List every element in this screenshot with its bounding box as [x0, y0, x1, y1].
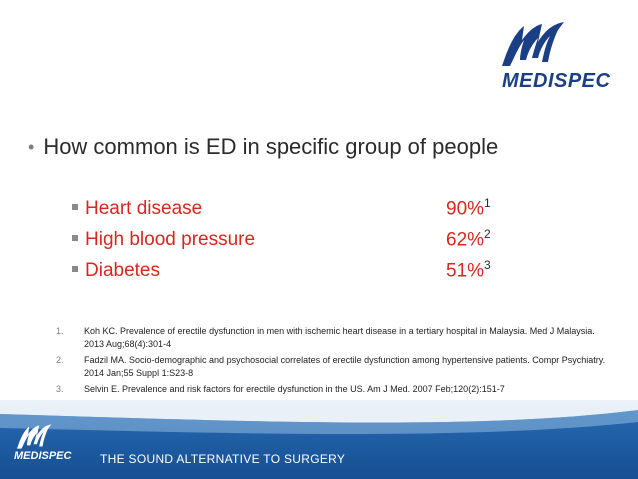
list-item [72, 196, 512, 227]
reference-item [56, 383, 616, 396]
footer-logo [14, 422, 92, 468]
footer-tagline: THE SOUND ALTERNATIVE TO SURGERY [100, 452, 346, 466]
footer-brand-name: MEDISPEC [14, 450, 72, 462]
item-percent: 51% [446, 260, 485, 282]
stats-list [72, 196, 512, 289]
item-percent: 62% [446, 229, 485, 251]
list-item [72, 227, 512, 258]
item-label: Heart disease [85, 198, 203, 220]
heading-row [28, 134, 498, 160]
list-item [72, 258, 512, 289]
references [56, 325, 616, 399]
item-percent: 90% [446, 198, 485, 220]
item-value [446, 227, 512, 251]
item-ref: 2 [484, 227, 491, 241]
item-ref: 1 [484, 196, 491, 210]
item-ref: 3 [484, 258, 491, 272]
reference-number: 3. [56, 384, 64, 394]
medispec-logo [492, 18, 618, 96]
footer-banner [0, 400, 638, 479]
reference-number: 2. [56, 355, 64, 365]
square-bullet-icon [72, 235, 78, 241]
square-bullet-icon [72, 266, 78, 272]
square-bullet-icon [72, 204, 78, 210]
reference-item [56, 354, 616, 380]
item-value [446, 196, 512, 220]
reference-text: Fadzil MA. Socio-demographic and psychosocial correlates of erectile dysfunction among hypertensive patients. Compr Psychiatry. 2014 Jan;55 Suppl 1:S23-8 [84, 355, 606, 378]
brand-name: MEDISPEC [502, 70, 611, 92]
bullet-icon: • [28, 136, 35, 157]
item-value [446, 258, 512, 282]
footer-swoosh [0, 400, 638, 479]
medispec-logo-icon [498, 18, 578, 72]
reference-text: Selvin E. Prevalence and risk factors for erectile dysfunction in the US. Am J Med. 2007 Feb;120(2):151-7 [84, 384, 505, 394]
item-label: High blood pressure [85, 229, 256, 251]
reference-text: Koh KC. Prevalence of erectile dysfunction in men with ischemic heart disease in a tertiary hospital in Malaysia. Med J Malaysia. 2013 Aug;68(4):301-4 [84, 326, 595, 349]
slide-heading: How common is ED in specific group of people [43, 134, 499, 159]
medispec-logo-icon [14, 422, 60, 452]
reference-item [56, 325, 616, 351]
item-label: Diabetes [85, 260, 160, 282]
reference-number: 1. [56, 326, 64, 336]
